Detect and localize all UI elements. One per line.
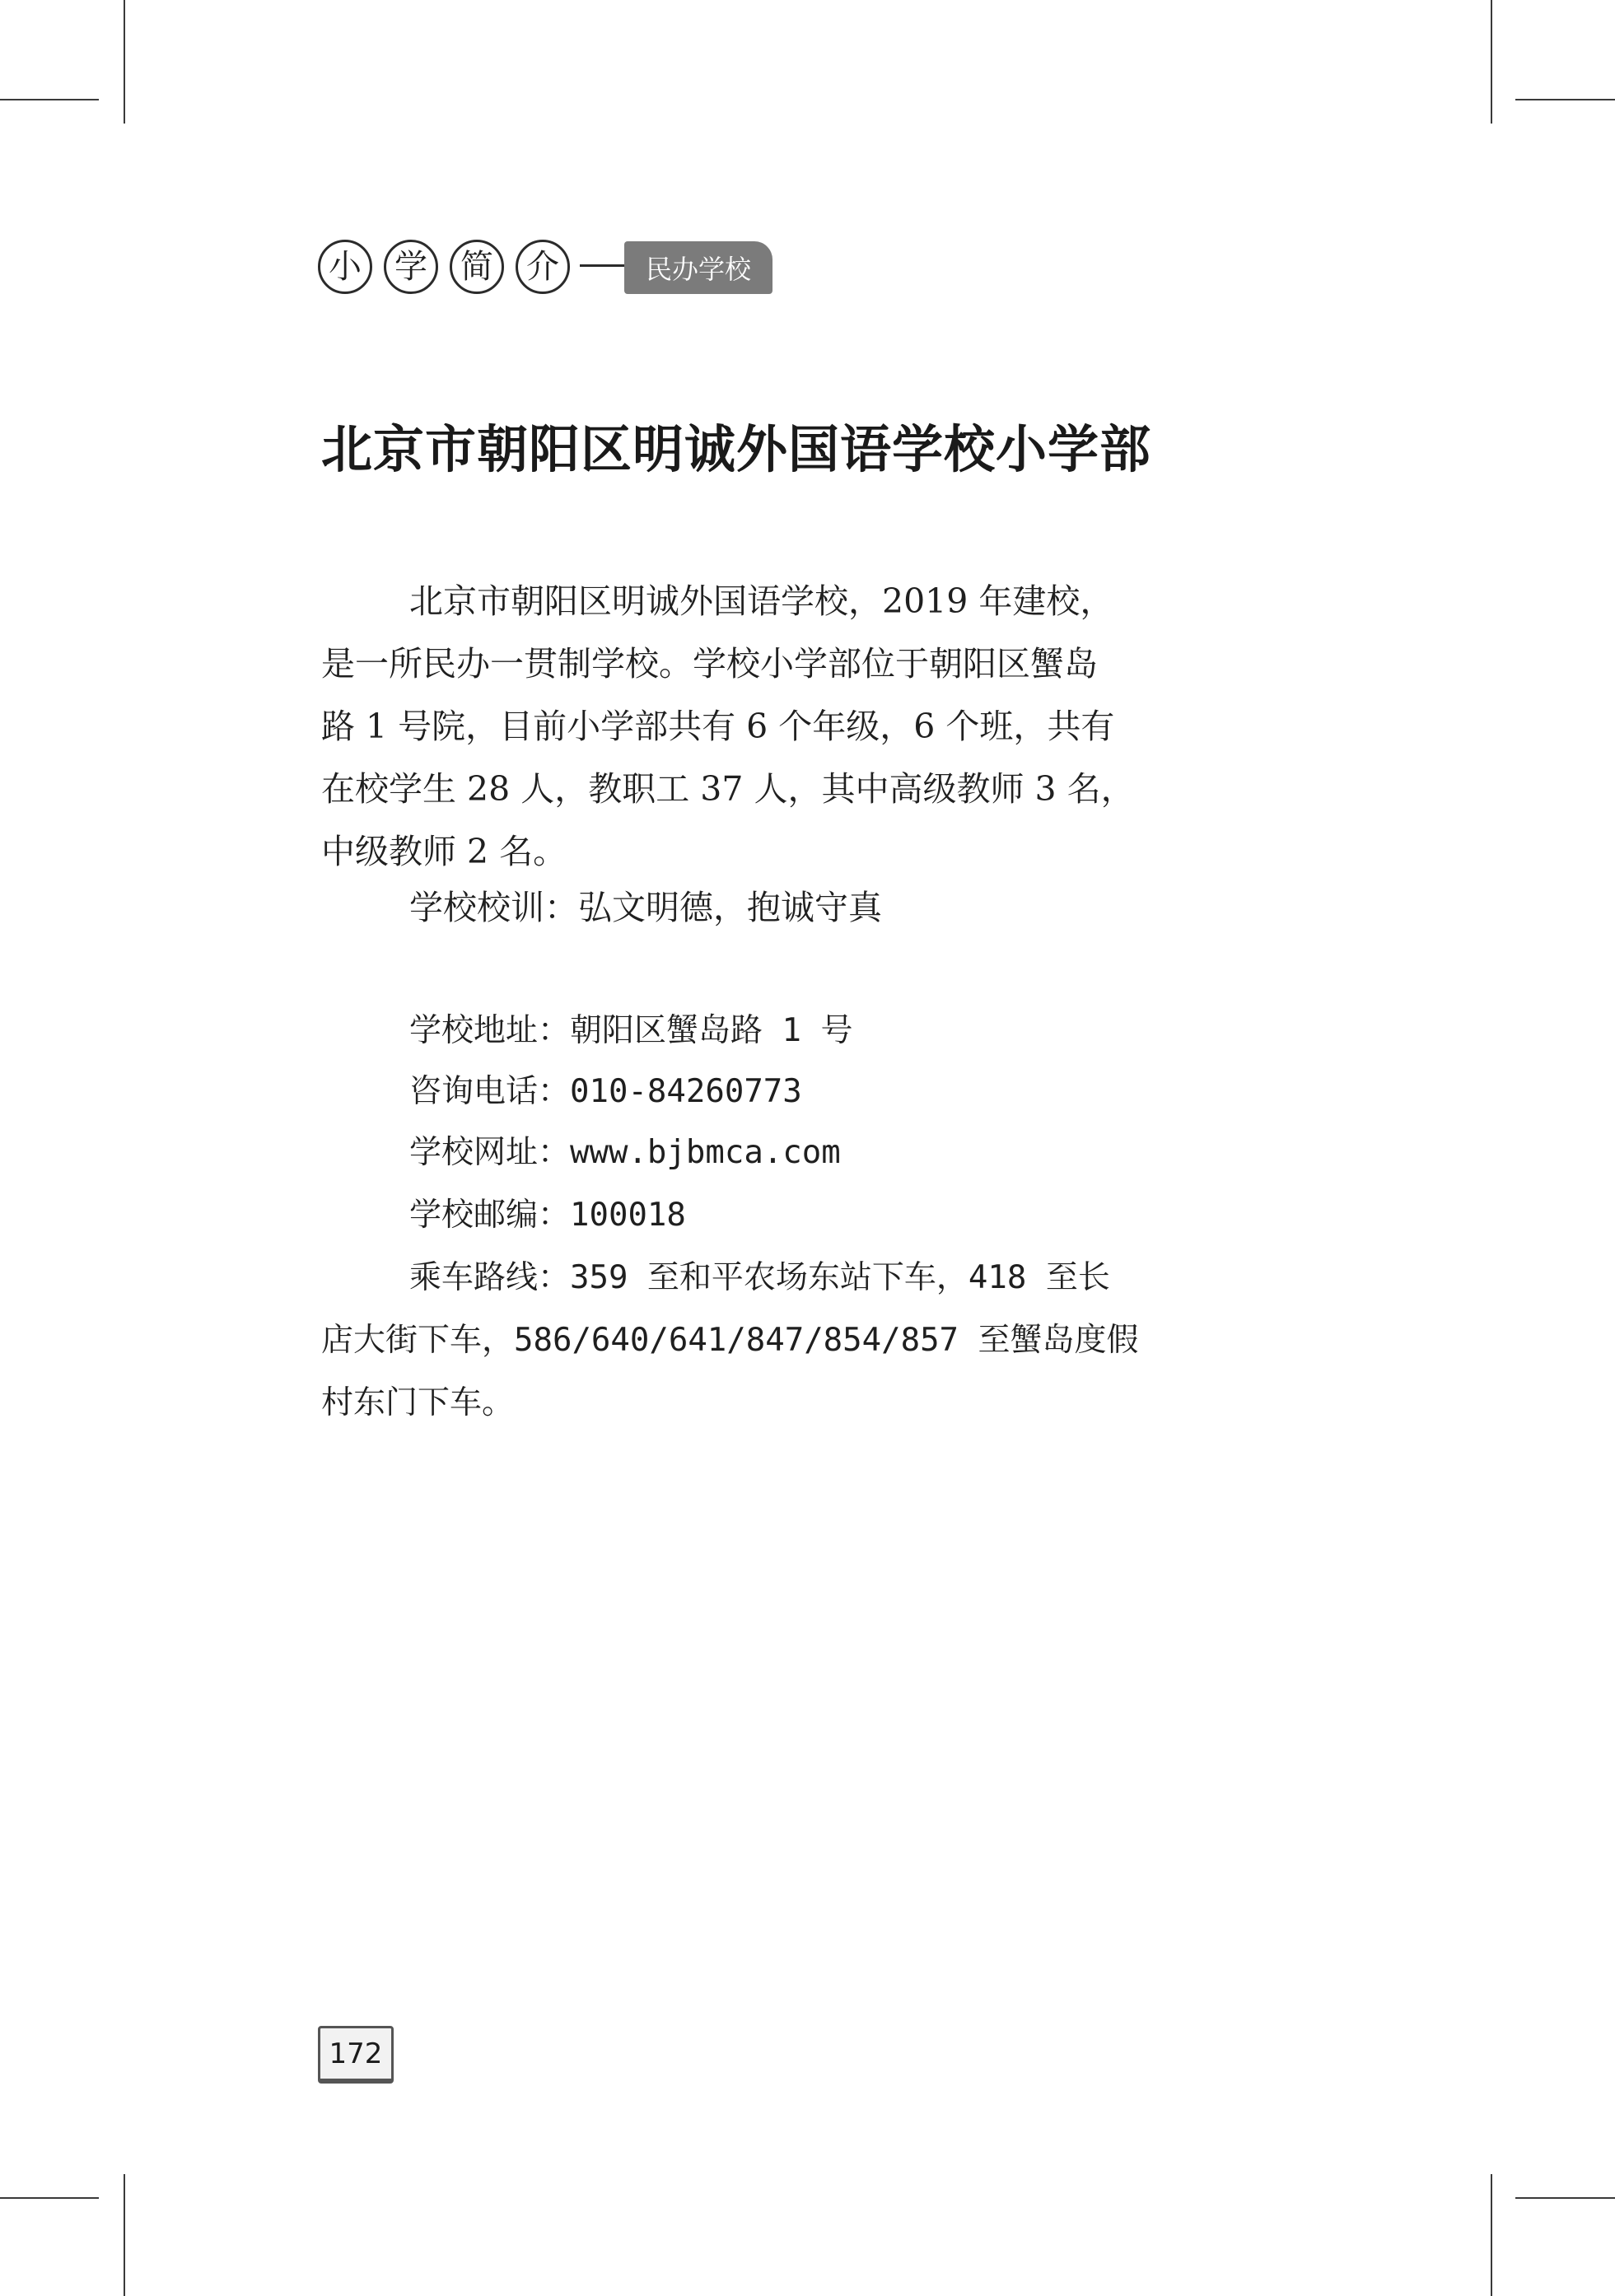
crop-mark-top-right-vertical [1491,0,1492,124]
header-circle-char: 简 [450,240,504,294]
crop-mark-bottom-right-horizontal [1515,2197,1615,2199]
school-website: 学校网址：www.bjbmca.com [409,1134,841,1171]
header-circle-char: 小 [318,240,372,294]
consult-phone: 咨询电话：010-84260773 [409,1073,802,1110]
header-circle-char: 学 [384,240,438,294]
school-postcode: 学校邮编：100018 [409,1197,686,1234]
intro-line: 在校学生 28 人，教职工 37 人，其中高级教师 3 名， [321,769,1135,809]
bus-route-line: 村东门下车。 [321,1384,515,1421]
crop-mark-bottom-left-vertical [124,2174,125,2296]
bus-route-line: 店大街下车，586/640/641/847/854/857 至蟹岛度假 [321,1322,1139,1359]
school-address: 学校地址：朝阳区蟹岛路 1 号 [409,1012,853,1049]
category-tag: 民办学校 [624,241,772,294]
section-header [318,235,779,301]
intro-line: 北京市朝阳区明诚外国语学校，2019 年建校， [409,581,1114,621]
intro-line: 是一所民办一贯制学校。学校小学部位于朝阳区蟹岛 [321,644,1098,684]
header-connector-line [580,264,631,267]
school-motto: 学校校训：弘文明德，抱诚守真 [409,888,882,927]
crop-mark-top-right-horizontal [1515,99,1615,100]
crop-mark-bottom-left-horizontal [0,2197,99,2199]
page-number: 172 [318,2026,394,2084]
header-circle-char: 介 [516,240,570,294]
intro-line: 中级教师 2 名。 [321,832,567,871]
crop-mark-bottom-right-vertical [1491,2174,1492,2296]
page-title: 北京市朝阳区明诚外国语学校小学部 [321,419,1152,479]
intro-line: 路 1 号院，目前小学部共有 6 个年级，6 个班，共有 [321,707,1115,746]
crop-mark-top-left-horizontal [0,99,99,100]
crop-mark-top-left-vertical [124,0,125,124]
bus-route-line: 乘车路线：359 至和平农场东站下车，418 至长 [409,1259,1110,1296]
